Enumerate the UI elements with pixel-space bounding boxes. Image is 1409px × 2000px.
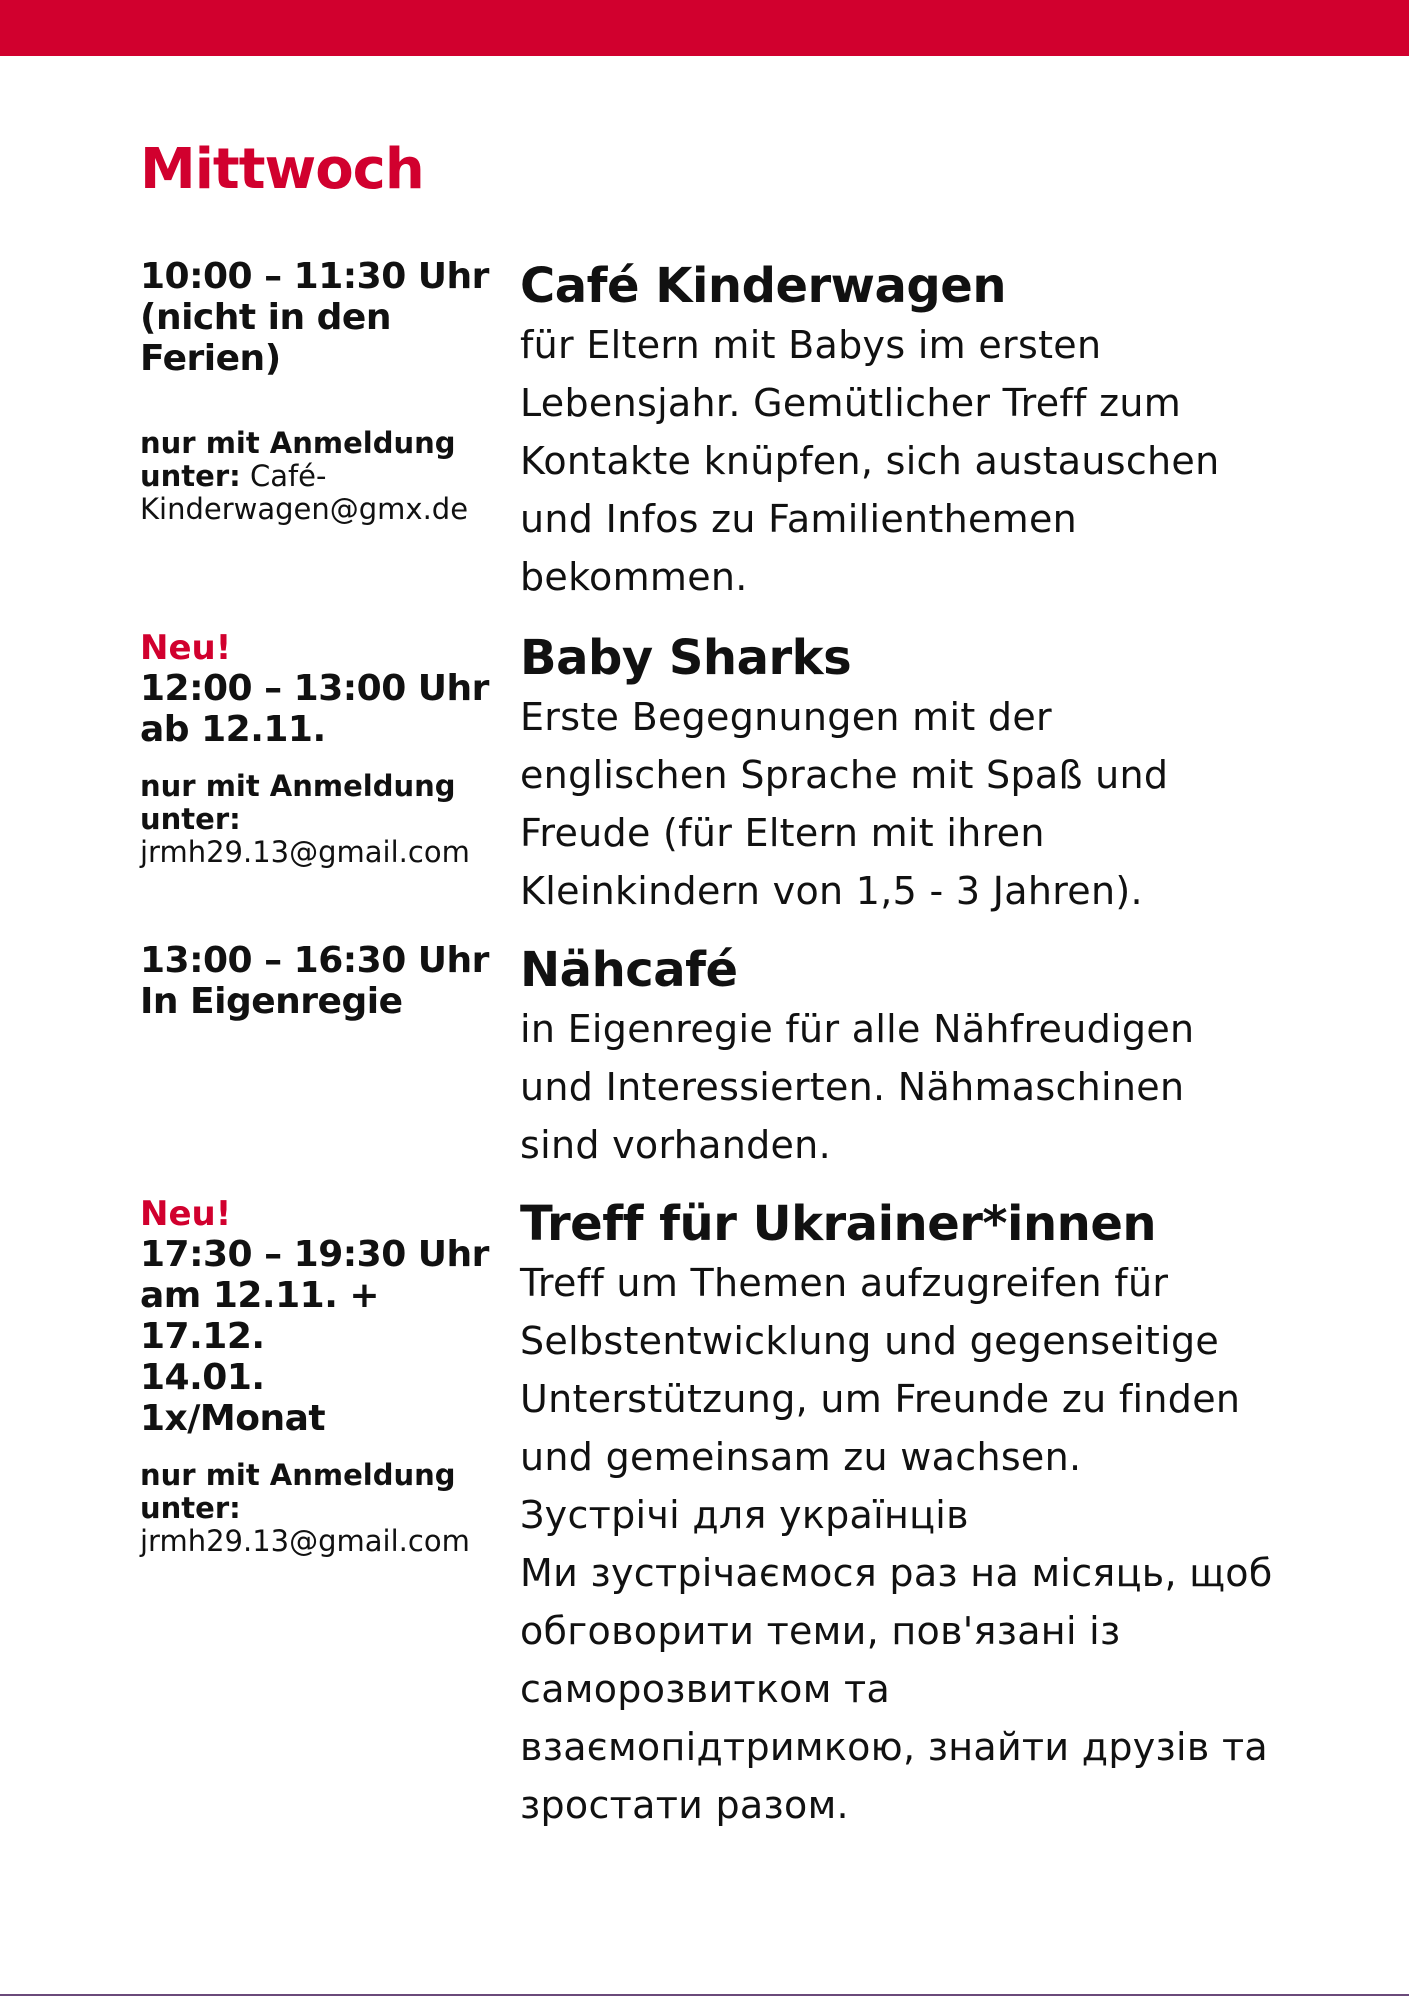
event-schedule	[140, 940, 510, 1022]
event-description: für Eltern mit Babys im ersten Lebensjahr. Gemütlicher Treff zum Kontakte knüpfen, sich austauschen und Infos zu Familienthemen bekommen.	[520, 323, 1220, 599]
registration-info	[140, 1459, 510, 1558]
event-schedule	[140, 1194, 510, 1558]
event-details	[520, 628, 1320, 920]
event-details	[520, 1194, 1320, 1834]
registration-label-unter: unter:	[140, 802, 241, 836]
event-time: 12:00 – 13:00 Uhr ab 12.11.	[140, 668, 489, 750]
event-time: 10:00 – 11:30 Uhr (nicht in den Ferien)	[140, 256, 489, 379]
new-badge: Neu!	[140, 1194, 232, 1234]
registration-label: nur mit Anmeldung	[140, 426, 456, 460]
event-title: Baby Sharks	[520, 630, 852, 686]
bottom-divider	[0, 1994, 1409, 1996]
registration-info	[140, 427, 510, 526]
event-description: Erste Begegnungen mit der englischen Sprache mit Spaß und Freude (für Eltern mit ihren Kleinkindern von 1,5 - 3 Jahren).	[520, 695, 1169, 913]
top-banner-bar	[0, 0, 1409, 56]
event-title: Treff für Ukrainer*innen	[520, 1196, 1157, 1252]
registration-label: nur mit Anmeldung	[140, 769, 456, 803]
event-details	[520, 940, 1320, 1174]
registration-label-unter: unter:	[140, 1491, 241, 1525]
event-schedule	[140, 256, 510, 526]
event-schedule	[140, 628, 510, 869]
day-heading: Mittwoch	[140, 137, 424, 202]
event-title: Nähcafé	[520, 942, 738, 998]
event-details	[520, 256, 1320, 606]
event-description: in Eigenregie für alle Nähfreudigen und Interessierten. Nähmaschinen sind vorhanden.	[520, 1007, 1195, 1167]
registration-info	[140, 770, 510, 869]
registration-label: nur mit Anmeldung	[140, 1458, 456, 1492]
event-description: Treff um Themen aufzugreifen für Selbstentwicklung und gegenseitige Unterstützung, um Freunde zu finden und gemeinsam zu wachsen. Зустрічі для українців Ми зустрічаємося раз на місяць, щоб обговорити теми, пов'язані із саморозвитком та взаємопідтримкою, знайти друзів та зростати разом.	[520, 1261, 1273, 1827]
event-time: 17:30 – 19:30 Uhr am 12.11. + 17.12. 14.01. 1x/Monat	[140, 1234, 489, 1439]
registration-email[interactable]: Café- Kinderwagen@gmx.de	[140, 459, 469, 526]
event-title: Café Kinderwagen	[520, 258, 1006, 314]
registration-email[interactable]: jrmh29.13@gmail.com	[140, 835, 470, 869]
event-time: 13:00 – 16:30 Uhr In Eigenregie	[140, 940, 489, 1022]
registration-email[interactable]: jrmh29.13@gmail.com	[140, 1524, 470, 1558]
registration-label-unter: unter:	[140, 459, 241, 493]
new-badge: Neu!	[140, 628, 232, 668]
